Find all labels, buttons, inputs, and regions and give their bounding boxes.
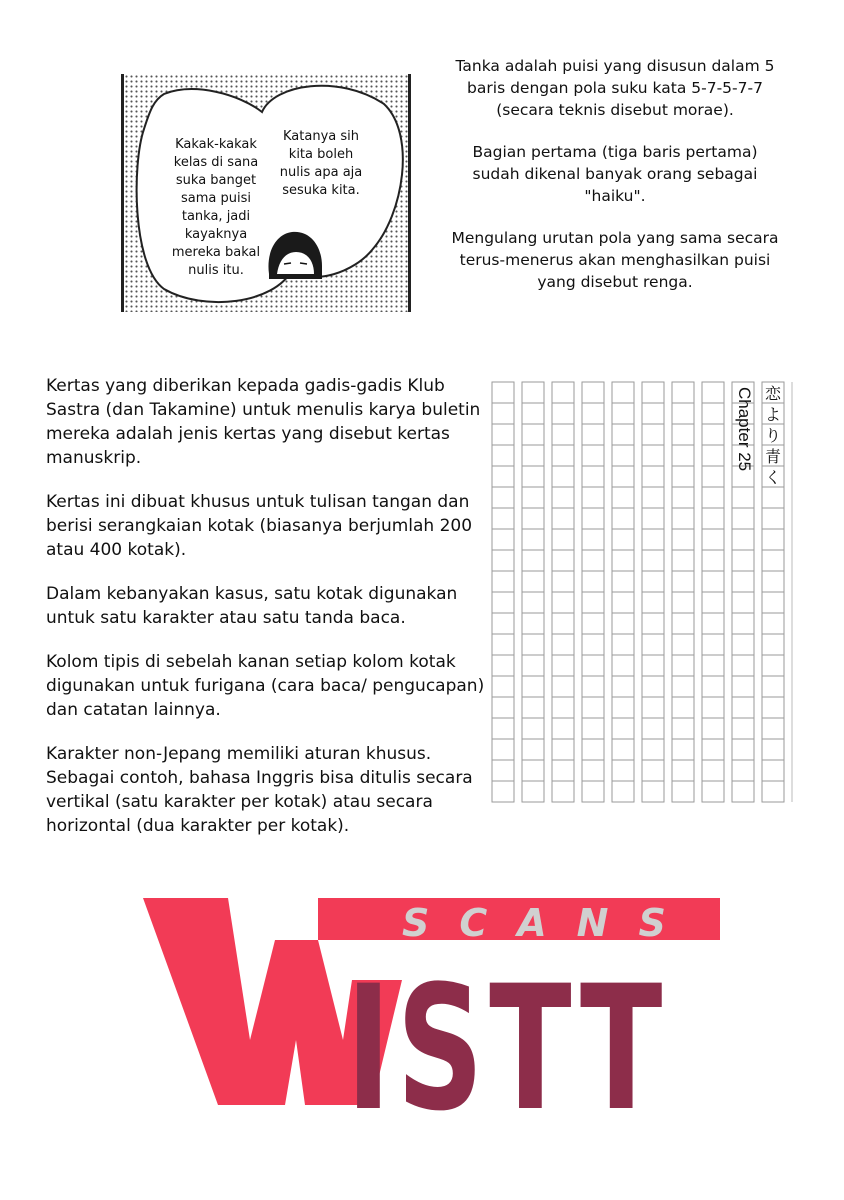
note-paragraph: Bagian pertama (tiga baris pertama) sudah dikenal banyak orang sebagai "haiku".	[472, 143, 758, 205]
note-paragraph: Kertas ini dibuat khusus untuk tulisan tangan dan berisi serangkaian kotak (biasanya berjumlah 200 atau 400 kotak).	[46, 492, 473, 560]
title-char: り	[764, 426, 782, 445]
bubble-line: sesuka kita.	[282, 183, 360, 198]
logo-word: ISTT	[346, 948, 668, 1149]
bubble-line: Kakak-kakak	[175, 137, 257, 152]
bubble-line: sama puisi	[181, 191, 251, 206]
title-char: 青	[764, 447, 782, 466]
logo-tagline: SCANS	[402, 901, 696, 945]
bubble-line: tanka, jadi	[181, 209, 251, 224]
note-paragraph: Dalam kebanyakan kasus, satu kotak digunakan untuk satu karakter atau satu tanda baca.	[46, 584, 458, 628]
bubble-line: kayaknya	[184, 227, 248, 242]
bubble-line: kita boleh	[288, 147, 354, 162]
note-paragraph: Karakter non-Jepang memiliki aturan khusus. Sebagai contoh, bahasa Inggris bisa ditulis secara vertikal (satu karakter per kotak) atau secara horizontal (dua karakter per kotak).	[46, 744, 473, 836]
bubble-line: nulis apa aja	[279, 165, 363, 180]
bubble-line: mereka bakal	[171, 245, 261, 260]
title-char: よ	[764, 405, 782, 424]
note-paragraph: Kolom tipis di sebelah kanan setiap kolom kotak digunakan untuk furigana (cara baca/ pengucapan) dan catatan lainnya.	[46, 652, 485, 720]
bubble-line: Katanya sih	[283, 129, 359, 144]
bubble-line: kelas di sana	[173, 155, 259, 170]
note-paragraph: Mengulang urutan pola yang sama secara terus-menerus akan menghasilkan puisi yang disebut renga.	[451, 229, 779, 291]
title-char: 恋	[764, 384, 782, 403]
note-paragraph: Kertas yang diberikan kepada gadis-gadis Klub Sastra (dan Takamine) untuk menulis karya buletin mereka adalah jenis kertas yang disebut kertas manuskrip.	[46, 376, 481, 468]
logo-big-letter: W	[0, 0, 1, 1]
bubble-line: suka banget	[175, 173, 257, 188]
title-char: く	[764, 468, 782, 487]
bubble-line: nulis itu.	[188, 263, 244, 278]
chapter-label: Chapter 25	[735, 387, 754, 472]
note-paragraph: Tanka adalah puisi yang disusun dalam 5 baris dengan pola suku kata 5-7-5-7-7 (secara teknis disebut morae).	[455, 57, 775, 119]
